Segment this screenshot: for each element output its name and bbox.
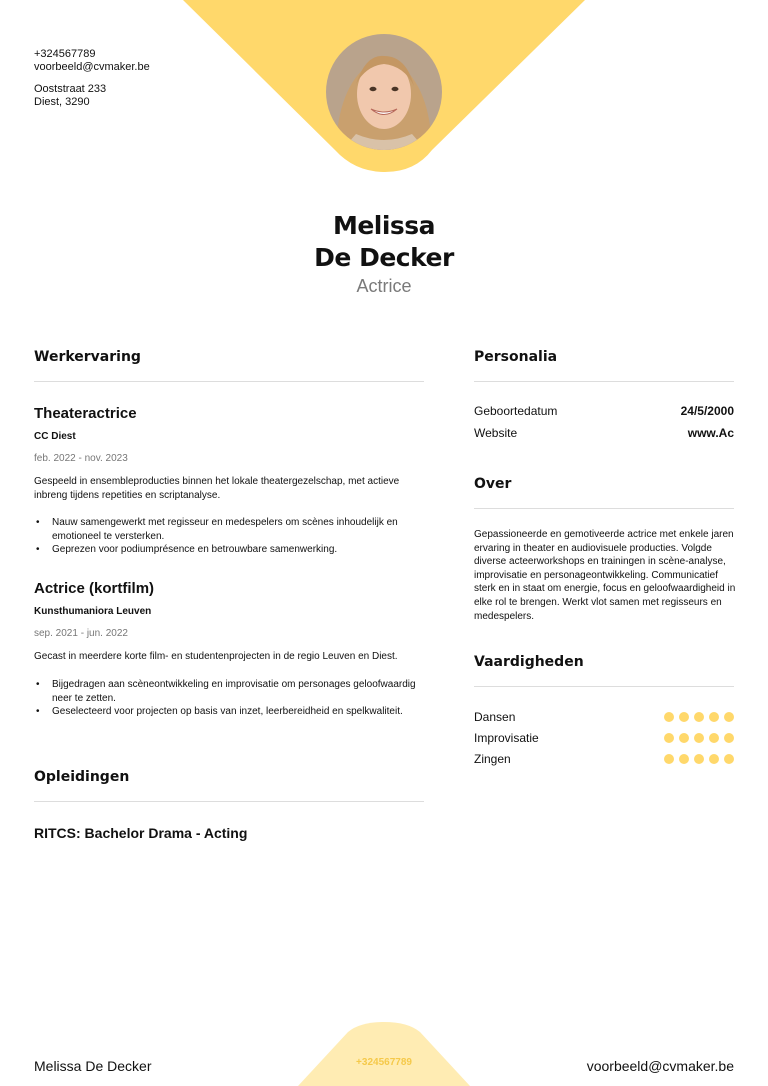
website-row <box>474 426 734 440</box>
job-summary: Gespeeld in ensembleproducties binnen het lokale theatergezelschap, met actieve inbreng tijdens repetities en scriptanalyse. <box>34 476 400 501</box>
job-dates: feb. 2022 - nov. 2023 <box>34 453 128 464</box>
job-role: Actrice <box>356 276 412 296</box>
skill-row <box>474 751 734 767</box>
first-name: Melissa <box>332 211 436 240</box>
skill-rating <box>664 754 734 764</box>
footer-decoration <box>0 1016 768 1086</box>
personal-divider <box>474 381 734 382</box>
last-name: De Decker <box>314 243 454 272</box>
birthdate-label: Geboortedatum <box>474 404 558 418</box>
job-bullet: • Geselecteerd voor projecten op basis van inzet, leerbereidheid en spelkwaliteit. <box>52 705 427 719</box>
job-title: Actrice (kortfilm) <box>34 580 155 597</box>
about-text: Gepassioneerde en gemotiveerde actrice met enkele jaren ervaring in theater en audiovisuele producties. Volgde diverse acteerworkshops en trainingen in scène-analyse, improvisatie en personageontwikkeling. Communicatief sterk en in staat om energie, focus en geloofwaardigheid in elke rol te brengen. Werkt vlot samen met regisseurs en medespelers. <box>474 529 736 622</box>
skill-rating <box>664 733 734 743</box>
education-divider <box>34 801 424 802</box>
work-heading: Werkervaring <box>34 349 141 365</box>
education-heading: Opleidingen <box>34 769 130 785</box>
contact-block <box>34 48 150 109</box>
job-bullets <box>34 678 427 719</box>
skills-divider <box>474 686 734 687</box>
job-bullet: • Bijgedragen aan scèneontwikkeling en improvisatie om personages geloofwaardig neer te zetten. <box>52 678 427 705</box>
skill-rating <box>664 712 734 722</box>
footer-phone[interactable]: +324567789 <box>356 1057 412 1068</box>
job-bullets <box>34 516 427 557</box>
footer-name: Melissa De Decker <box>34 1058 152 1074</box>
job-org: Kunsthumaniora Leuven <box>34 606 152 617</box>
job-org: CC Diest <box>34 431 76 442</box>
job-bullet: • Nauw samengewerkt met regisseur en medespelers om scènes inhoudelijk en emotioneel te versterken. <box>52 516 427 543</box>
website-label: Website <box>474 426 518 440</box>
about-heading: Over <box>474 476 512 492</box>
skill-row <box>474 730 734 746</box>
skill-name: Dansen <box>474 710 516 724</box>
birthdate-value: 24/5/2000 <box>680 404 734 418</box>
education-title: RITCS: Bachelor Drama - Acting <box>34 825 248 841</box>
skill-name: Improvisatie <box>474 731 539 745</box>
job-summary: Gecast in meerdere korte film- en studentenprojecten in de regio Leuven en Diest. <box>34 651 398 662</box>
work-divider <box>34 381 424 382</box>
city: Diest, 3290 <box>34 96 90 108</box>
phone[interactable]: +324567789 <box>34 48 96 60</box>
job-title: Theateractrice <box>34 405 137 422</box>
profile-photo <box>326 34 442 150</box>
about-divider <box>474 508 734 509</box>
skills-heading: Vaardigheden <box>474 654 584 670</box>
street: Ooststraat 233 <box>34 83 107 95</box>
personal-heading: Personalia <box>474 349 558 365</box>
job-bullet: • Geprezen voor podiumprésence en betrouwbare samenwerking. <box>52 543 427 557</box>
skill-name: Zingen <box>474 752 511 766</box>
footer-email[interactable]: voorbeeld@cvmaker.be <box>586 1058 734 1074</box>
skill-row <box>474 709 734 725</box>
birthdate-row <box>474 404 734 418</box>
email[interactable]: voorbeeld@cvmaker.be <box>34 61 150 73</box>
website-link[interactable]: www.Ac <box>687 426 734 440</box>
job-dates: sep. 2021 - jun. 2022 <box>34 628 128 639</box>
